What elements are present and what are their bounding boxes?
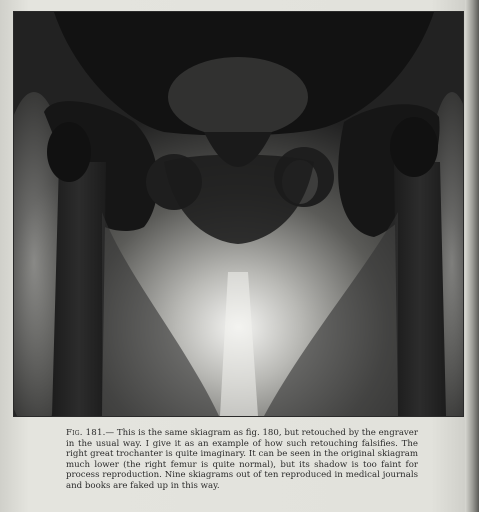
figure-caption bbox=[66, 428, 418, 492]
figure-label: Fig. 181. bbox=[66, 428, 106, 438]
page-gutter-shadow bbox=[465, 0, 479, 512]
figure-caption-text: — This is the same skiagram as fig. 180, but retouched by the engraver in the usual way. I give it as an example of how such retouching falsifies. The right great trochanter is quite imaginary. It can be seen in the original skiagram much lower (the right femur is quite normal), but its shadow is too faint for process reproduction. Nine skiagrams out of ten reproduced in medical journals and books are faked up in this way. bbox=[66, 428, 418, 491]
engraver-mark-right bbox=[426, 402, 427, 410]
pelvis-xray-image bbox=[14, 12, 463, 416]
xray-plate bbox=[14, 12, 463, 416]
engraver-mark-left bbox=[84, 402, 85, 410]
